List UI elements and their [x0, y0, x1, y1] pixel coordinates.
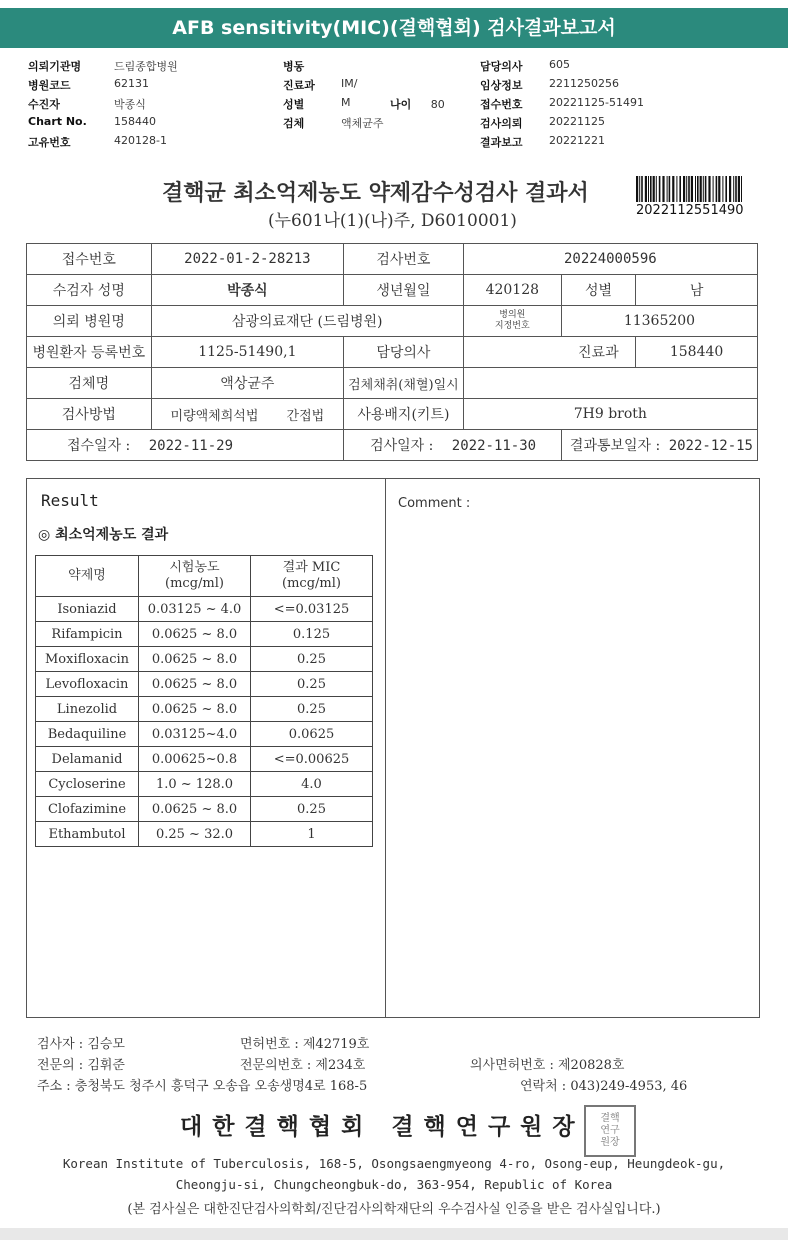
sex-label: 성별	[561, 275, 635, 306]
table-row	[36, 622, 373, 647]
header-field-label: 검사의뢰	[480, 117, 523, 130]
exam-no-label: 검사번호	[344, 244, 464, 275]
hospital-code-label-line1: 병의원	[499, 310, 526, 320]
header-field-value	[549, 96, 644, 109]
barcode-bar	[641, 176, 643, 202]
barcode-bar	[725, 176, 727, 202]
header-field-value	[114, 134, 167, 147]
header-field-label: 병동	[283, 60, 305, 73]
seal-text-line: 원장	[600, 1137, 620, 1148]
header-field-value-text: 박종식	[114, 98, 146, 111]
report-title: 결핵균 최소억제농도 약제감수성검사 결과서	[162, 180, 589, 206]
mic-cell-range: 0.03125 ~ 4.0	[139, 597, 251, 622]
doctor-license-no: 의사면허번호 : 제20828호	[470, 1058, 625, 1073]
barcode-bar	[676, 176, 677, 202]
mic-cell-mic: <=0.00625	[251, 747, 373, 772]
header-hdr-col3-label	[480, 58, 523, 74]
doctor-label: 담당의사	[344, 337, 464, 368]
mic-header-range-line2: (mcg/ml)	[165, 576, 224, 591]
header-field-label: 의뢰기관명	[28, 60, 82, 73]
header-hdr-col1-label	[28, 58, 81, 74]
header-field-label: 담당의사	[480, 60, 523, 73]
mic-cell-mic: 0.0625	[251, 722, 373, 747]
medium-value: 7H9 broth	[463, 399, 757, 430]
barcode-bar	[735, 176, 737, 202]
mic-cell-range: 0.0625 ~ 8.0	[139, 622, 251, 647]
recv-date-cell	[27, 430, 344, 461]
method-label: 검사방법	[27, 399, 152, 430]
barcode-bar	[648, 176, 649, 202]
receipt-no-label: 접수번호	[27, 244, 152, 275]
table-row	[36, 822, 373, 847]
report-banner-title: AFB sensitivity(MIC)(결핵협회) 검사결과보고서	[0, 8, 788, 48]
barcode-bar	[688, 176, 690, 202]
header-hdr-col2-label	[283, 115, 304, 131]
request-info-table	[26, 243, 758, 461]
mic-cell-drug: Bedaquiline	[36, 722, 139, 747]
result-divider	[385, 478, 386, 1018]
table-row	[36, 697, 373, 722]
header-hdr-col2-label	[283, 58, 304, 74]
table-row	[36, 772, 373, 797]
hospital-code-value: 11365200	[561, 306, 757, 337]
contact: 연락처 : 043)249-4953, 46	[520, 1079, 688, 1094]
table-row	[36, 597, 373, 622]
hospital-code-label	[463, 306, 561, 337]
dept-value: 158440	[636, 337, 758, 368]
mic-cell-drug: Moxifloxacin	[36, 647, 139, 672]
recv-date-label: 접수일자 :	[67, 438, 131, 454]
barcode-bar	[705, 176, 707, 202]
official-seal-stamp	[584, 1105, 636, 1157]
header-hdr-col3-label	[480, 134, 523, 150]
barcode-bar	[686, 176, 687, 202]
header-field-label: 검체	[283, 117, 305, 130]
seal-text-line: 연구	[600, 1125, 620, 1136]
header-field-value-text: 62131	[114, 77, 149, 90]
header-field-label: 접수번호	[480, 98, 523, 111]
barcode-bar	[683, 176, 685, 202]
header-hdr-col3-label	[480, 96, 523, 112]
result-label: Result	[41, 491, 99, 510]
header-field-value	[549, 134, 605, 147]
barcode-bar	[729, 176, 731, 202]
method-value-1: 미량액체희석법	[170, 408, 259, 424]
seal-text-line: 결핵	[600, 1113, 620, 1124]
barcode-bar	[738, 176, 740, 202]
header-field-value	[549, 115, 605, 128]
header-field-value-text: 605	[549, 58, 570, 71]
specimen-label: 검체명	[27, 368, 152, 399]
header-hdr-col3-label	[480, 77, 523, 93]
header-field-value	[341, 115, 384, 131]
mic-cell-drug: Cycloserine	[36, 772, 139, 797]
mic-cell-drug: Rifampicin	[36, 622, 139, 647]
barcode-bar	[653, 176, 655, 202]
bottom-bar	[0, 1228, 788, 1240]
method-value	[151, 399, 343, 430]
mic-header-result-line2: (mcg/ml)	[282, 576, 341, 591]
test-date-cell	[344, 430, 562, 461]
mic-cell-mic: 4.0	[251, 772, 373, 797]
method-value-2: 간접법	[286, 408, 325, 424]
barcode-bar	[741, 176, 742, 202]
header-hdr-col1-label	[28, 134, 71, 150]
mic-cell-range: 0.0625 ~ 8.0	[139, 697, 251, 722]
mic-cell-range: 0.0625 ~ 8.0	[139, 647, 251, 672]
tester: 검사자 : 김승모	[37, 1037, 125, 1052]
age-field	[390, 96, 445, 112]
mic-cell-mic: 0.25	[251, 647, 373, 672]
result-subtitle: ◎ 최소억제농도 결과	[38, 527, 169, 543]
barcode-bar	[733, 176, 734, 202]
barcode-bar	[697, 176, 699, 202]
header-field-value-text: 드림종합병원	[114, 60, 178, 73]
mic-cell-drug: Isoniazid	[36, 597, 139, 622]
header-field-value-text: 420128-1	[114, 134, 167, 147]
header-field-value-text: 20221125	[549, 115, 605, 128]
mic-cell-mic: 0.25	[251, 672, 373, 697]
header-hdr-col3-label	[480, 115, 523, 131]
barcode-bar	[639, 176, 640, 202]
barcode-number: 2022112551490	[636, 203, 744, 218]
address-english-line1: Korean Institute of Tuberculosis, 168-5, Osongsaengmyeong 4-ro, Osong-eup, Heungdeok-gu,	[62, 1156, 726, 1171]
birth-label: 생년월일	[344, 275, 464, 306]
header-hdr-col1-label	[28, 96, 60, 112]
recv-date-value: 2022-11-29	[148, 438, 234, 454]
specialist: 전문의 : 김휘준	[37, 1058, 125, 1073]
barcode-bar	[703, 176, 704, 202]
mic-header-drug: 약제명	[36, 556, 139, 597]
name-label: 수검자 성명	[27, 275, 152, 306]
header-field-value-text: 20221125-51491	[549, 96, 644, 109]
dept-label: 진료과	[561, 337, 635, 368]
specialist-no: 전문의번호 : 제234호	[240, 1058, 366, 1073]
header-field-value-text: 2211250256	[549, 77, 619, 90]
mic-cell-mic: 1	[251, 822, 373, 847]
barcode-bar	[700, 176, 702, 202]
address-english-line2: Cheongju-si, Chungcheongbuk-do, 363-954, Republic of Korea	[175, 1177, 613, 1192]
mic-cell-mic: 0.25	[251, 697, 373, 722]
specimen-value: 액상균주	[151, 368, 343, 399]
header-field-value-text: 20221221	[549, 134, 605, 147]
barcode-bar	[718, 176, 720, 202]
mic-cell-drug: Delamanid	[36, 747, 139, 772]
test-date-label: 검사일자 :	[370, 438, 434, 454]
header-field-label: 수진자	[28, 98, 60, 111]
age-value: 80	[430, 98, 445, 111]
mic-cell-drug: Ethambutol	[36, 822, 139, 847]
medium-label: 사용배지(키트)	[344, 399, 464, 430]
receipt-no-value: 2022-01-2-28213	[151, 244, 343, 275]
header-field-value-text: M	[341, 96, 351, 109]
header-field-value	[549, 58, 570, 71]
mic-header-range	[139, 556, 251, 597]
barcode-bar	[659, 176, 661, 202]
hospital-code-label-line2: 지정번호	[494, 321, 530, 331]
exam-no-value: 20224000596	[463, 244, 757, 275]
header-hdr-col1-label	[28, 115, 87, 128]
header-field-value	[114, 96, 146, 112]
mic-cell-drug: Levofloxacin	[36, 672, 139, 697]
barcode-bar	[650, 176, 652, 202]
barcode-bar	[636, 176, 638, 202]
mic-header-range-line1: 시험농도	[169, 560, 220, 575]
mic-cell-range: 0.03125~4.0	[139, 722, 251, 747]
barcode-bar	[691, 176, 693, 202]
header-hdr-col2-label	[283, 77, 315, 93]
hospital-label: 의뢰 병원명	[27, 306, 152, 337]
mic-cell-range: 0.0625 ~ 8.0	[139, 797, 251, 822]
doctor-value	[463, 337, 561, 368]
mic-result-table	[35, 555, 373, 847]
name-value: 박종식	[151, 275, 343, 306]
sex-value: 남	[636, 275, 758, 306]
notice-date-cell	[561, 430, 757, 461]
header-field-label: 성별	[283, 98, 305, 111]
table-row	[36, 797, 373, 822]
hospital-value: 삼광의료재단 (드림병원)	[151, 306, 463, 337]
header-field-label: 진료과	[283, 79, 315, 92]
comment-label: Comment :	[398, 496, 471, 511]
mic-cell-mic: <=0.03125	[251, 597, 373, 622]
header-field-value	[341, 96, 351, 109]
barcode-bar	[656, 176, 657, 202]
mic-cell-mic: 0.125	[251, 622, 373, 647]
table-row	[36, 722, 373, 747]
mic-cell-drug: Clofazimine	[36, 797, 139, 822]
header-field-label: 병원코드	[28, 79, 71, 92]
report-subtitle: (누601나(1)(나)주, D6010001)	[268, 211, 517, 231]
table-row	[36, 747, 373, 772]
header-field-value-text: IM/	[341, 77, 358, 90]
mic-cell-drug: Linezolid	[36, 697, 139, 722]
mic-cell-range: 0.0625 ~ 8.0	[139, 672, 251, 697]
mic-header-result-line1: 결과 MIC	[282, 560, 341, 575]
header-field-value	[114, 58, 178, 74]
table-row	[36, 672, 373, 697]
header-hdr-col2-label	[283, 96, 304, 112]
header-field-value	[114, 115, 156, 128]
mic-cell-mic: 0.25	[251, 797, 373, 822]
header-field-label: 고유번호	[28, 136, 71, 149]
collect-value	[463, 368, 757, 399]
notice-date-label: 결과통보일자 :	[569, 438, 661, 454]
header-field-value	[341, 77, 357, 90]
mic-cell-range: 0.00625~0.8	[139, 747, 251, 772]
mic-cell-range: 1.0 ~ 128.0	[139, 772, 251, 797]
institute-name: 대한결핵협회 결핵연구원장	[180, 1113, 585, 1140]
age-label: 나이	[390, 98, 412, 111]
test-date-value: 2022-11-30	[451, 438, 537, 454]
barcode-bar	[662, 176, 664, 202]
license-no: 면허번호 : 제42719호	[240, 1037, 370, 1052]
patient-reg-label: 병원환자 등록번호	[27, 337, 152, 368]
barcode-image	[636, 176, 746, 202]
barcode-bar	[695, 176, 696, 202]
barcode-bar	[645, 176, 647, 202]
birth-value: 420128	[463, 275, 561, 306]
header-field-value	[114, 77, 149, 90]
header-field-label: Chart No.	[28, 115, 87, 128]
collect-label: 검체채취(채혈)일시	[344, 368, 464, 399]
barcode-bar	[679, 176, 681, 202]
barcode-bar	[672, 176, 674, 202]
barcode-bar	[667, 176, 668, 202]
patient-reg-value: 1125-51490,1	[151, 337, 343, 368]
notice-date-value: 2022-12-15	[668, 438, 753, 454]
header-field-label: 임상정보	[480, 79, 523, 92]
table-row	[36, 647, 373, 672]
address: 주소 : 충청북도 청주시 흥덕구 오송읍 오송생명4로 168-5	[37, 1079, 368, 1094]
header-field-label: 결과보고	[480, 136, 523, 149]
header-field-value-text: 액체균주	[341, 117, 384, 130]
mic-cell-range: 0.25 ~ 32.0	[139, 822, 251, 847]
header-hdr-col1-label	[28, 77, 71, 93]
barcode-bar	[669, 176, 671, 202]
header-field-value-text: 158440	[114, 115, 156, 128]
header-field-value	[549, 77, 619, 90]
barcode-bar	[713, 176, 714, 202]
certification-note: (본 검사실은 대한진단검사의학회/진단검사의학재단의 우수검사실 인증을 받은 검사실입니다.)	[127, 1202, 661, 1217]
barcode-bar	[716, 176, 718, 202]
barcode-bar	[708, 176, 710, 202]
barcode-bar	[722, 176, 723, 202]
mic-header-result	[251, 556, 373, 597]
